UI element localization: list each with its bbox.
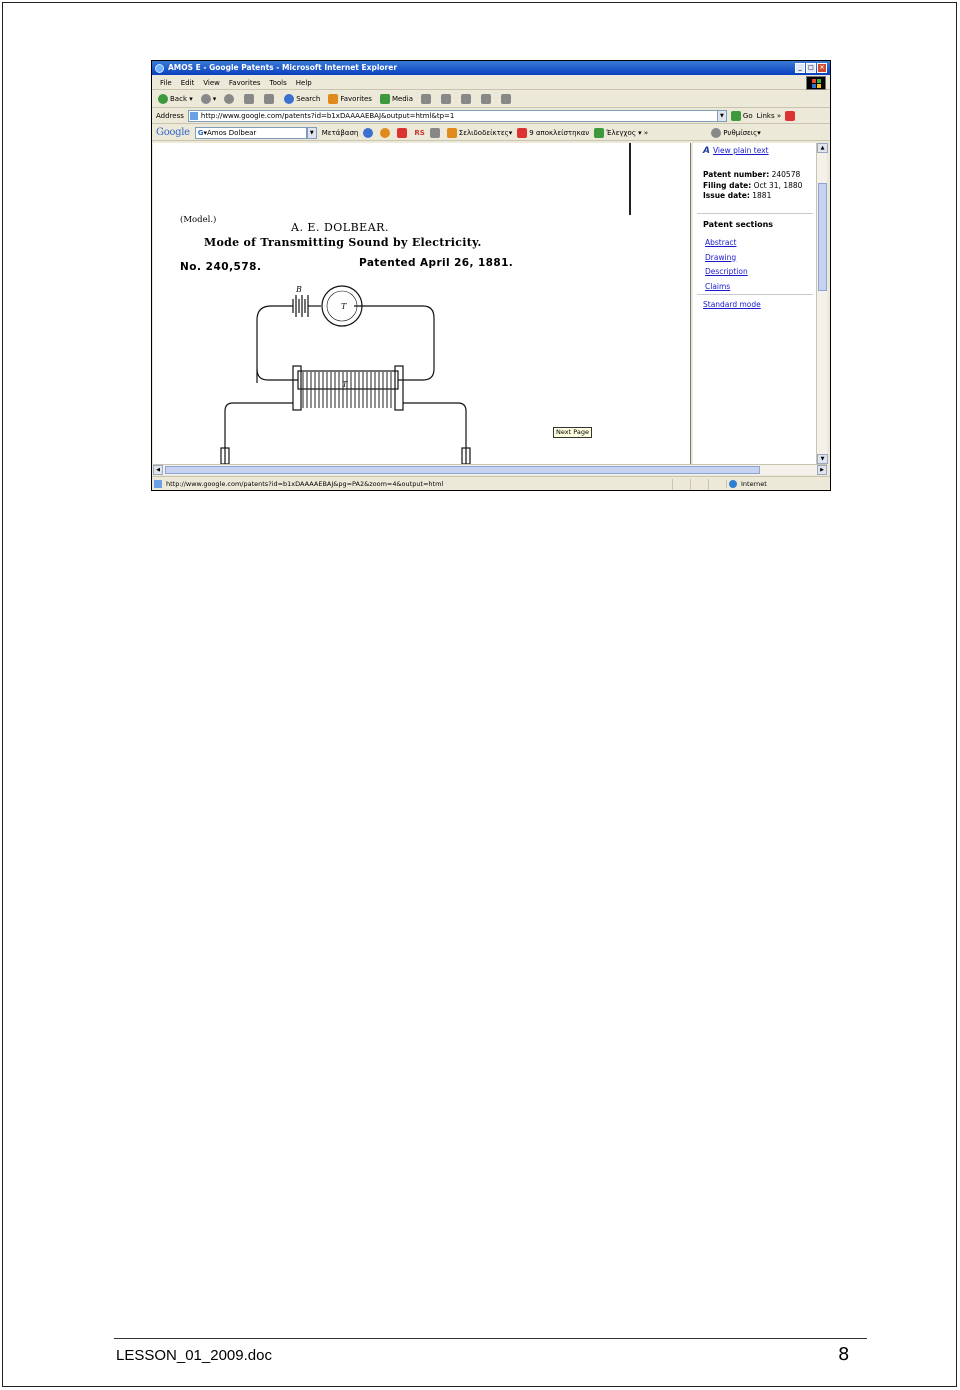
vertical-scrollbar[interactable] <box>816 143 827 464</box>
security-zone: Internet <box>726 480 816 488</box>
address-dropdown[interactable]: ▼ <box>717 110 727 122</box>
patent-number: No. 240,578. <box>180 261 262 273</box>
ie-icon <box>155 64 164 73</box>
google-search-icon[interactable] <box>363 128 373 138</box>
side-panel <box>693 143 816 464</box>
divider <box>697 213 813 214</box>
media-icon <box>380 94 390 104</box>
scroll-down-arrow-icon[interactable]: ▼ <box>817 454 828 464</box>
mail-icon[interactable] <box>441 94 451 104</box>
google-search-input[interactable]: G▾Amos Dolbear <box>195 127 307 139</box>
footer-document-name: LESSON_01_2009.doc <box>116 1347 272 1364</box>
status-cell <box>708 479 726 490</box>
menu-file[interactable]: File <box>160 78 172 87</box>
status-bar <box>152 476 830 491</box>
scroll-up-arrow-icon[interactable]: ▲ <box>817 143 828 153</box>
patent-title: Mode of Transmitting Sound by Electricity. <box>204 236 482 249</box>
scroll-left-arrow-icon[interactable]: ◀ <box>153 465 163 475</box>
coil-flange-right <box>395 366 403 410</box>
google-toolbar <box>152 125 830 141</box>
google-search-dropdown[interactable]: ▼ <box>307 127 317 139</box>
edit-icon[interactable] <box>481 94 491 104</box>
patent-sections-heading: Patent sections <box>703 220 774 229</box>
view-plain-text-link[interactable]: A View plain text <box>703 146 769 156</box>
rss-button[interactable]: RS <box>414 128 425 137</box>
section-link-claims[interactable]: Claims <box>705 282 731 292</box>
label-t: T <box>341 302 347 311</box>
lower-wire-right <box>403 403 466 464</box>
horizontal-scroll-thumb[interactable] <box>165 466 760 474</box>
next-page-tooltip: Next Page <box>553 427 592 438</box>
forward-arrow-icon <box>201 94 211 104</box>
spellcheck-icon <box>594 128 604 138</box>
go-button[interactable]: Go <box>731 111 753 121</box>
patent-meta: Patent number: 240578 Filing date: Oct 31, 1880 Issue date: 1881 <box>703 170 803 200</box>
vertical-scroll-thumb[interactable] <box>818 183 827 291</box>
patent-circuit-drawing <box>153 143 691 464</box>
popup-blocker[interactable]: 9 αποκλείστηκαν <box>517 128 589 138</box>
coil-windings <box>303 372 391 408</box>
title-bar <box>152 61 830 75</box>
menu-favorites[interactable]: Favorites <box>228 78 261 87</box>
lower-wire-left <box>225 403 293 464</box>
text-icon: A <box>703 146 710 156</box>
address-bar <box>152 109 830 124</box>
page-icon <box>190 112 198 120</box>
home-icon[interactable] <box>264 94 274 104</box>
label-b: B <box>296 285 302 294</box>
links-button[interactable]: Links » <box>756 112 782 120</box>
print-icon[interactable] <box>461 94 471 104</box>
pagerank-icon[interactable] <box>380 128 390 138</box>
patent-viewer <box>153 143 691 464</box>
browser-screenshot <box>151 60 831 491</box>
search-icon <box>284 94 294 104</box>
google-logo: Google <box>156 127 190 138</box>
refresh-icon[interactable] <box>244 94 254 104</box>
page-icon <box>154 480 162 488</box>
address-input[interactable]: http://www.google.com/patents?id=b1xDAAAAEBAJ&output=html&tp=1 <box>188 110 718 122</box>
media-button[interactable]: Media <box>380 94 413 104</box>
menu-tools[interactable]: Tools <box>269 78 287 87</box>
settings-icon <box>711 128 721 138</box>
history-icon[interactable] <box>421 94 431 104</box>
status-cell <box>672 479 690 490</box>
standard-mode-link[interactable]: Standard mode <box>703 300 761 309</box>
popup-blocked-icon <box>517 128 527 138</box>
bookmark-star-icon <box>447 128 457 138</box>
menu-view[interactable]: View <box>203 78 220 87</box>
back-button[interactable]: Back ▾ <box>158 94 193 104</box>
coil-flange-left <box>293 366 301 410</box>
star-icon <box>328 94 338 104</box>
spellcheck-button[interactable]: Έλεγχος ▾ » <box>594 128 648 138</box>
window-title: AMOS E - Google Patents - Microsoft Internet Explorer <box>168 63 398 72</box>
discuss-icon[interactable] <box>501 94 511 104</box>
menu-help[interactable]: Help <box>295 78 312 87</box>
scroll-right-arrow-icon[interactable]: ▶ <box>817 465 827 475</box>
section-link-description[interactable]: Description <box>705 267 748 277</box>
close-button[interactable]: × <box>817 63 827 73</box>
address-label: Address <box>156 112 184 120</box>
favorites-button[interactable]: Favorites <box>328 94 372 104</box>
status-cell <box>690 479 708 490</box>
label-t2: T <box>342 380 348 389</box>
standard-toolbar <box>152 91 830 108</box>
bookmarks-button[interactable]: Σελιδοδείκτες▾ <box>447 128 512 138</box>
patent-model-label: (Model.) <box>180 215 217 225</box>
share-icon[interactable] <box>430 128 440 138</box>
gmail-icon[interactable] <box>397 128 407 138</box>
windows-logo-icon <box>806 76 826 90</box>
footer-page-number: 8 <box>838 1344 850 1365</box>
circuit-wire-bottom <box>257 369 298 380</box>
status-url: http://www.google.com/patents?id=b1xDAAAAEBAJ&pg=PA2&zoom=4&output=html <box>152 480 672 488</box>
divider <box>697 294 813 295</box>
minimize-button[interactable]: _ <box>795 63 805 73</box>
settings-button[interactable]: Ρυθμίσεις▾ <box>711 128 761 138</box>
addon-icon[interactable] <box>785 111 795 121</box>
go-arrow-icon <box>731 111 741 121</box>
patent-sections-list <box>705 236 748 295</box>
horizontal-scrollbar[interactable] <box>153 464 827 475</box>
translate-button[interactable]: Μετάβαση <box>321 128 359 137</box>
patent-inventor: A. E. DOLBEAR. <box>291 221 389 234</box>
menu-bar <box>152 76 830 90</box>
stop-icon[interactable] <box>224 94 234 104</box>
window-controls <box>795 63 827 73</box>
menu-edit[interactable]: Edit <box>180 78 195 87</box>
globe-icon <box>729 480 737 488</box>
circuit-wire-right <box>354 306 434 380</box>
maximize-button[interactable]: □ <box>806 63 816 73</box>
circuit-wire-left <box>257 306 293 383</box>
forward-button[interactable]: ▾ <box>201 94 217 104</box>
patent-date: Patented April 26, 1881. <box>359 257 514 269</box>
section-link-abstract[interactable]: Abstract <box>705 238 737 247</box>
footer-rule <box>114 1338 867 1339</box>
back-arrow-icon <box>158 94 168 104</box>
section-link-drawing[interactable]: Drawing <box>705 252 737 262</box>
search-button[interactable]: Search <box>284 94 320 104</box>
